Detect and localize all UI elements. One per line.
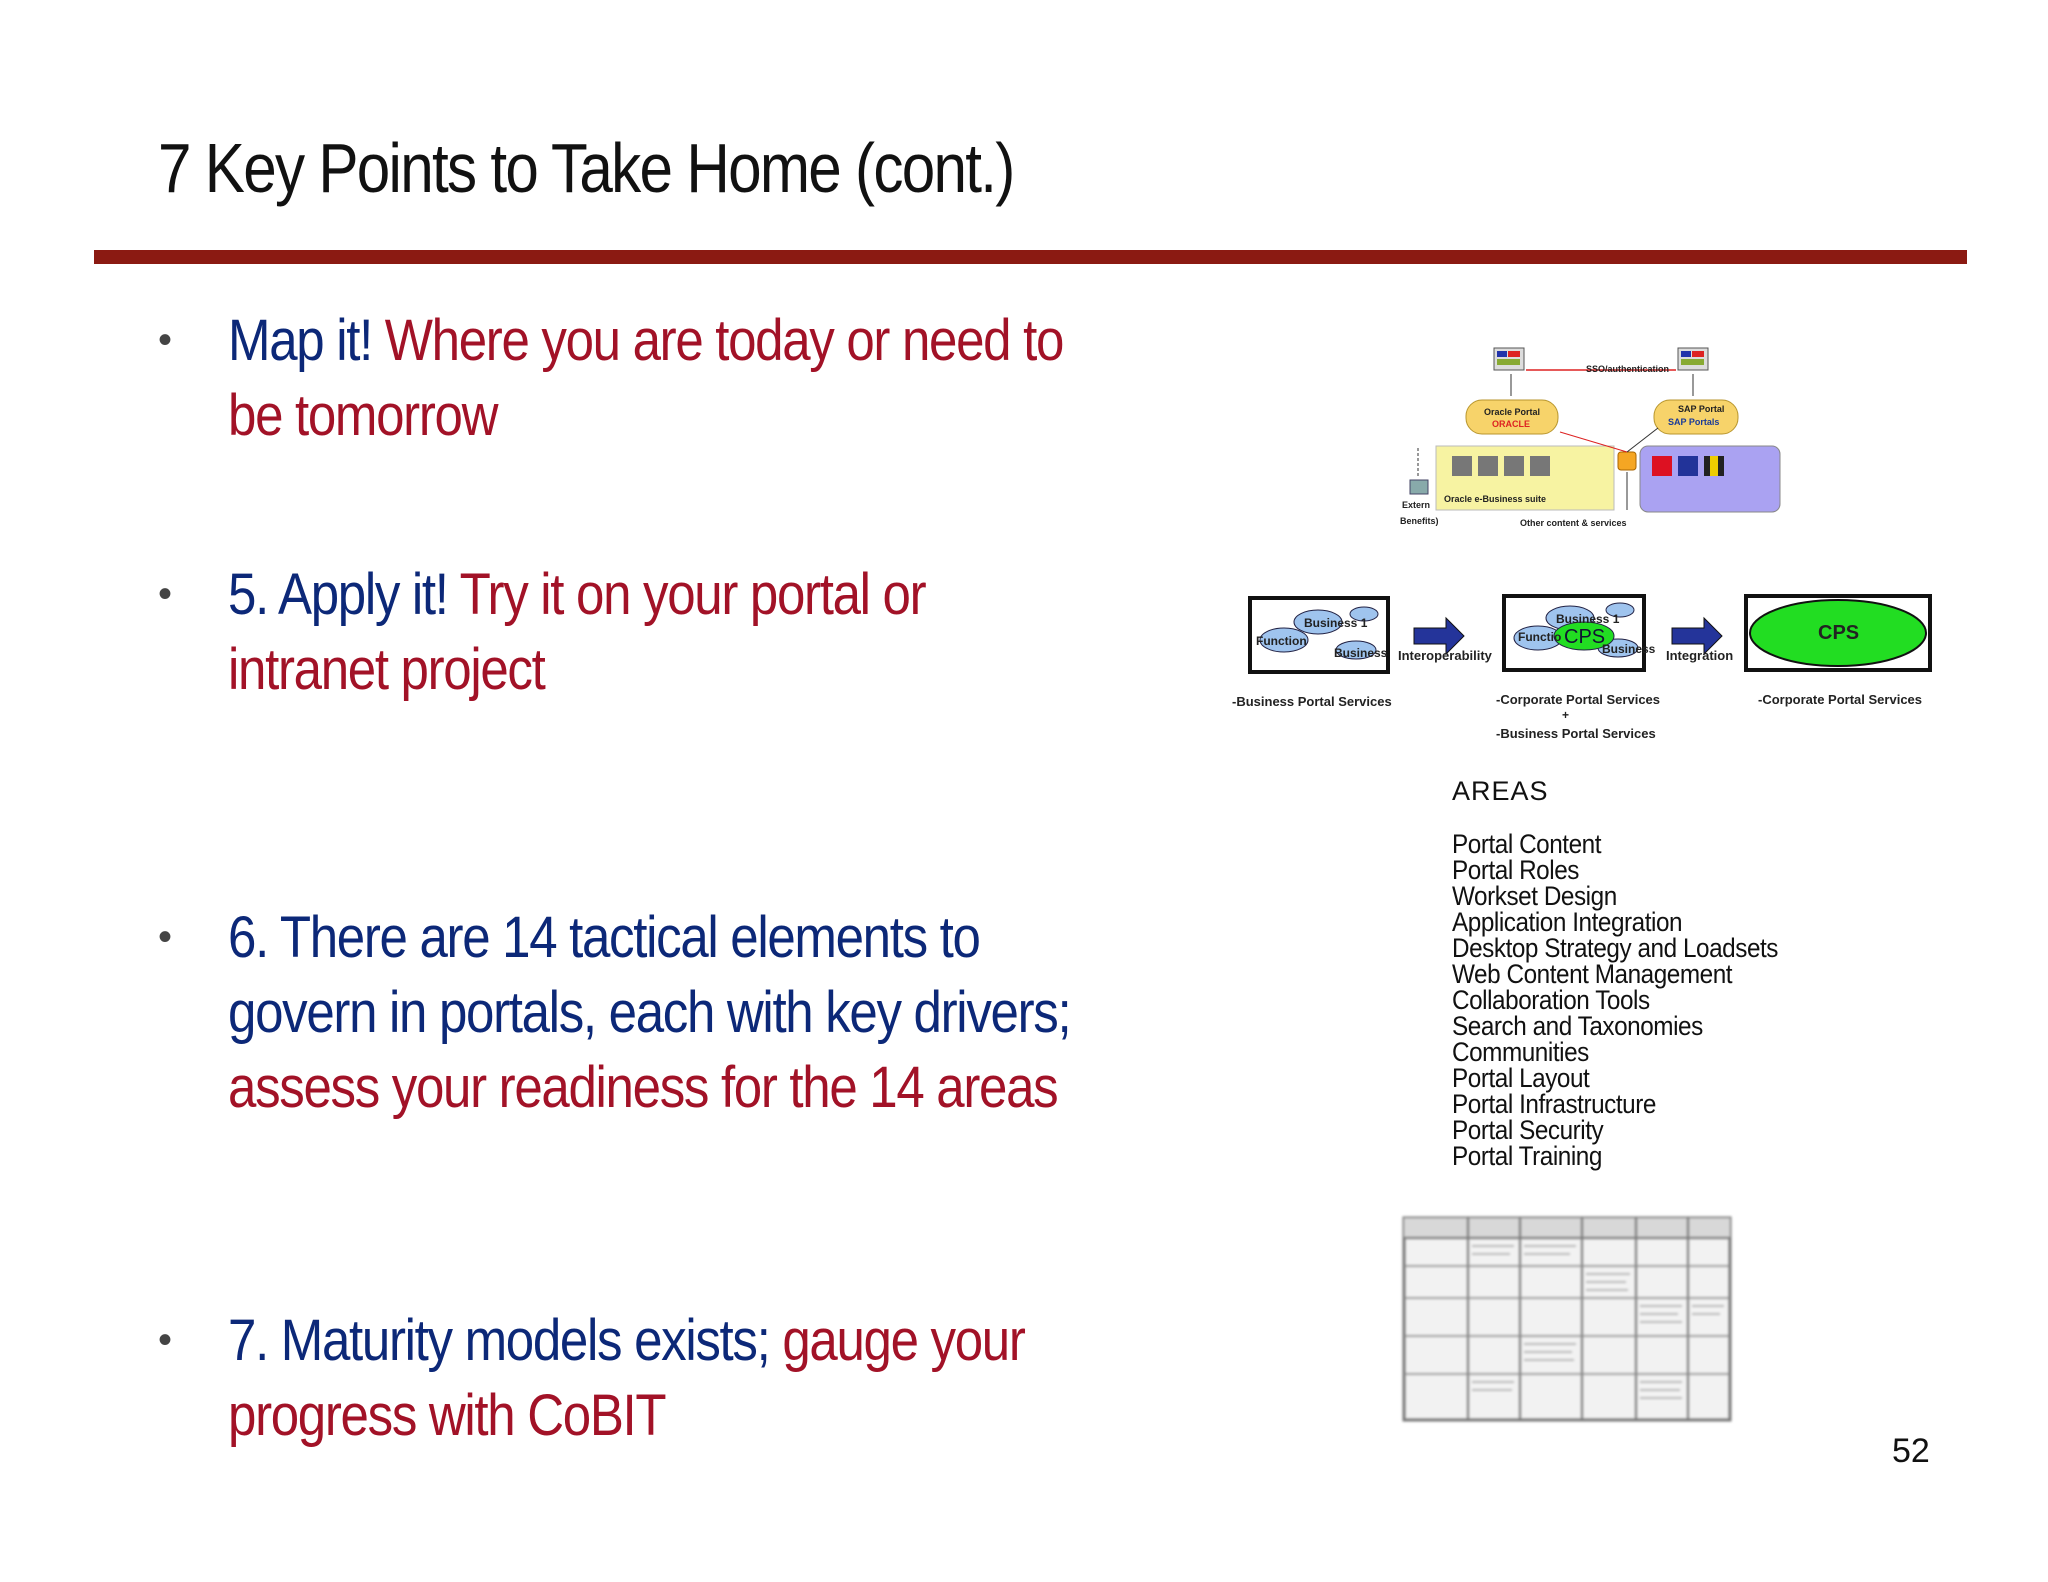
area-item: Portal Roles xyxy=(1452,855,1579,885)
bullet-text xyxy=(228,900,1090,1125)
caption-business-portal-services-2: -Business Portal Services xyxy=(1496,726,1656,741)
bullet-lead: 7. Maturity models exists; xyxy=(228,1308,783,1373)
area-item: Portal Layout xyxy=(1452,1063,1590,1093)
areas-title: AREAS xyxy=(1452,776,1549,806)
area-item: Search and Taxonomies xyxy=(1452,1011,1703,1041)
portal-architecture-diagram xyxy=(1400,340,1790,530)
business1-b: Business 1 xyxy=(1556,612,1620,626)
area-item: Portal Infrastructure xyxy=(1452,1089,1656,1119)
bullet-marker: • xyxy=(158,318,171,362)
cps-big-label: CPS xyxy=(1818,622,1860,644)
function-b: Functio xyxy=(1518,630,1562,644)
bullet-emphasis: assess your readiness for the 14 areas xyxy=(228,1055,1058,1120)
cps-small-label: CPS xyxy=(1564,626,1606,648)
business-b: Business xyxy=(1602,642,1656,656)
area-item: Application Integration xyxy=(1452,907,1683,937)
bullet-emphasis: gauge your progress with CoBIT xyxy=(228,1308,1025,1448)
area-item: Portal Training xyxy=(1452,1141,1602,1171)
oracle-portal-label: Oracle Portal xyxy=(1484,407,1541,417)
caption-plus: + xyxy=(1562,708,1570,722)
sap-logo: SAP Portals xyxy=(1668,417,1720,427)
oracle-suite-label: Oracle e-Business suite xyxy=(1444,494,1547,504)
function-a: Function xyxy=(1256,634,1307,648)
business-a: Business xyxy=(1334,646,1388,660)
bullet-text xyxy=(228,557,1090,707)
interoperability-label: Interoperability xyxy=(1398,648,1492,663)
areas-list-block xyxy=(1452,776,1814,1169)
bullet-text xyxy=(228,303,1090,453)
bullet-lead: 5. Apply it! xyxy=(228,562,460,627)
area-item: Web Content Management xyxy=(1452,959,1733,989)
portal-evolution-diagram xyxy=(1232,590,1932,740)
caption-corporate-portal-services: -Corporate Portal Services xyxy=(1496,692,1661,707)
bullet-emphasis: Try it on your portal or intranet project xyxy=(228,562,926,702)
maturity-table-thumbnail xyxy=(1402,1216,1732,1422)
integration-label: Integration xyxy=(1666,648,1734,663)
sso-label: SSO/authentication xyxy=(1586,364,1670,374)
benefits-label: Benefits) xyxy=(1400,516,1439,526)
bullet-marker: • xyxy=(158,915,171,959)
bullet-text xyxy=(228,1303,1090,1453)
sap-portal-label: SAP Portal xyxy=(1678,404,1725,414)
title-rule xyxy=(94,250,1967,264)
other-content-label: Other content & services xyxy=(1520,518,1627,528)
area-item: Desktop Strategy and Loadsets xyxy=(1452,933,1779,963)
bullet-lead: 6. There are 14 tactical elements to govern in portals, each with key drivers; xyxy=(228,905,1071,1045)
area-item: Portal Content xyxy=(1452,829,1602,859)
bullet-marker: • xyxy=(158,572,171,616)
area-item: Collaboration Tools xyxy=(1452,985,1650,1015)
bullet-marker: • xyxy=(158,1318,171,1362)
bullet-emphasis: Where you are today or need to be tomorrow xyxy=(228,308,1064,448)
area-item: Portal Security xyxy=(1452,1115,1604,1145)
area-item: Workset Design xyxy=(1452,881,1617,911)
area-item: Communities xyxy=(1452,1037,1589,1067)
oracle-logo: ORACLE xyxy=(1492,419,1530,429)
slide-title: 7 Key Points to Take Home (cont.) xyxy=(158,129,1014,207)
caption-corporate-portal-services-2: -Corporate Portal Services xyxy=(1758,692,1923,707)
business1-a: Business 1 xyxy=(1304,616,1368,630)
maturity-table-graphic xyxy=(1402,1216,1732,1422)
extern-label: Extern xyxy=(1402,500,1431,510)
page-number: 52 xyxy=(1892,1432,1930,1470)
bullet-lead: Map it! xyxy=(228,308,385,373)
areas-list xyxy=(1452,831,1778,1169)
caption-business-portal-services: -Business Portal Services xyxy=(1232,694,1392,709)
